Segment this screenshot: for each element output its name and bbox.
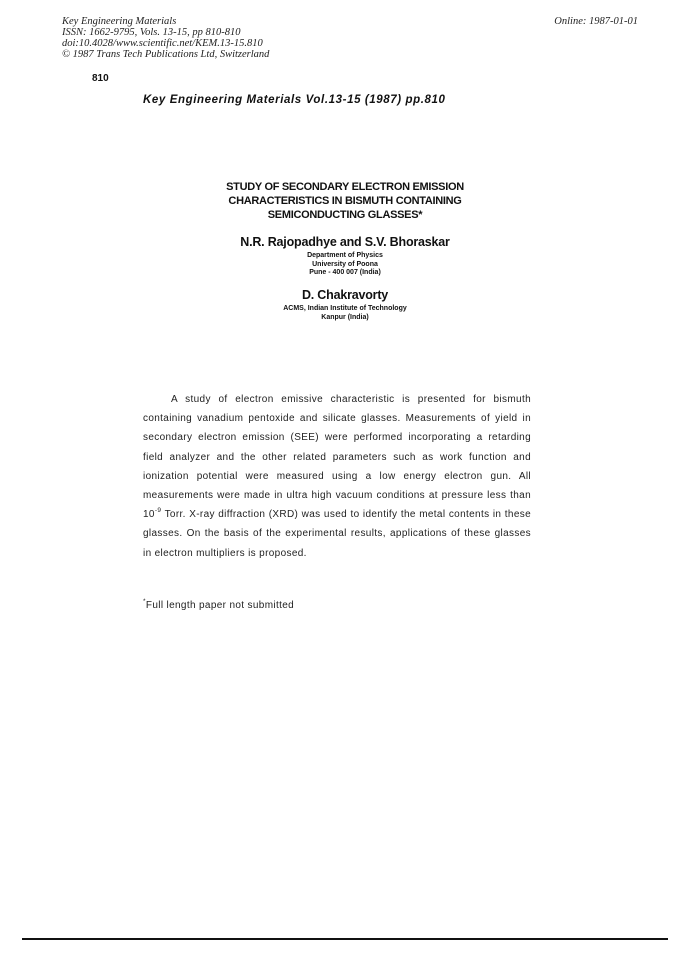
online-date: Online: 1987-01-01 (554, 16, 638, 27)
publication-metadata (62, 16, 269, 60)
bottom-rule (22, 938, 668, 940)
paper-title (170, 180, 520, 222)
author-group-1: N.R. Rajopadhye and S.V. Bhoraskar (240, 235, 450, 249)
issn-line: ISSN: 1662-9795, Vols. 13-15, pp 810-810 (62, 27, 241, 38)
title-line-2: CHARACTERISTICS IN BISMUTH CONTAINING (228, 195, 462, 207)
affiliation-2-line-2: Kanpur (India) (321, 313, 369, 321)
title-line-1: STUDY OF SECONDARY ELECTRON EMISSION (226, 181, 464, 193)
page-number: 810 (92, 73, 109, 84)
affiliation-1-line-1: Department of Physics (307, 252, 383, 259)
affiliation-2-line-1: ACMS, Indian Institute of Technology (283, 305, 407, 312)
copyright-line: © 1987 Trans Tech Publications Ltd, Switzerland (62, 49, 270, 60)
abstract (143, 390, 531, 563)
affiliation-1 (170, 252, 520, 278)
abstract-pressure-exponent: -9 (154, 507, 162, 515)
footnote (143, 600, 294, 611)
affiliation-1-line-3: Pune - 400 007 (India) (309, 269, 381, 276)
doi-line: doi:10.4028/www.scientific.net/KEM.13-15.810 (62, 38, 263, 49)
journal-citation-line: Key Engineering Materials Vol.13-15 (1987) pp.810 (143, 94, 446, 106)
journal-name: Key Engineering Materials (62, 16, 177, 27)
abstract-part-1: A study of electron emissive characteristic is presented for bismuth containing vanadium pentoxide and silicate glasses. Measurements of yield in secondary electron emission (SEE) were performed incorporating a retarding field analyzer and the other related parameters such as work function and ionization potential were measured using a low energy electron gun. All measurements were made in ultra high vacuum conditions at pressure less than (143, 394, 531, 502)
abstract-pressure-base: 10 (143, 509, 155, 521)
title-line-3: SEMICONDUCTING GLASSES* (267, 209, 423, 221)
abstract-part-2: Torr. X-ray diffraction (XRD) was used to identify the metal contents in these glasses. On the basis of the experimental results, applications of these glasses in electron multipliers is proposed. (143, 509, 531, 559)
footnote-marker: * (143, 598, 146, 605)
affiliation-2 (170, 305, 520, 322)
affiliation-1-line-2: University of Poona (312, 260, 378, 268)
author-group-2: D. Chakravorty (301, 288, 389, 302)
footnote-text: Full length paper not submitted (145, 600, 295, 611)
